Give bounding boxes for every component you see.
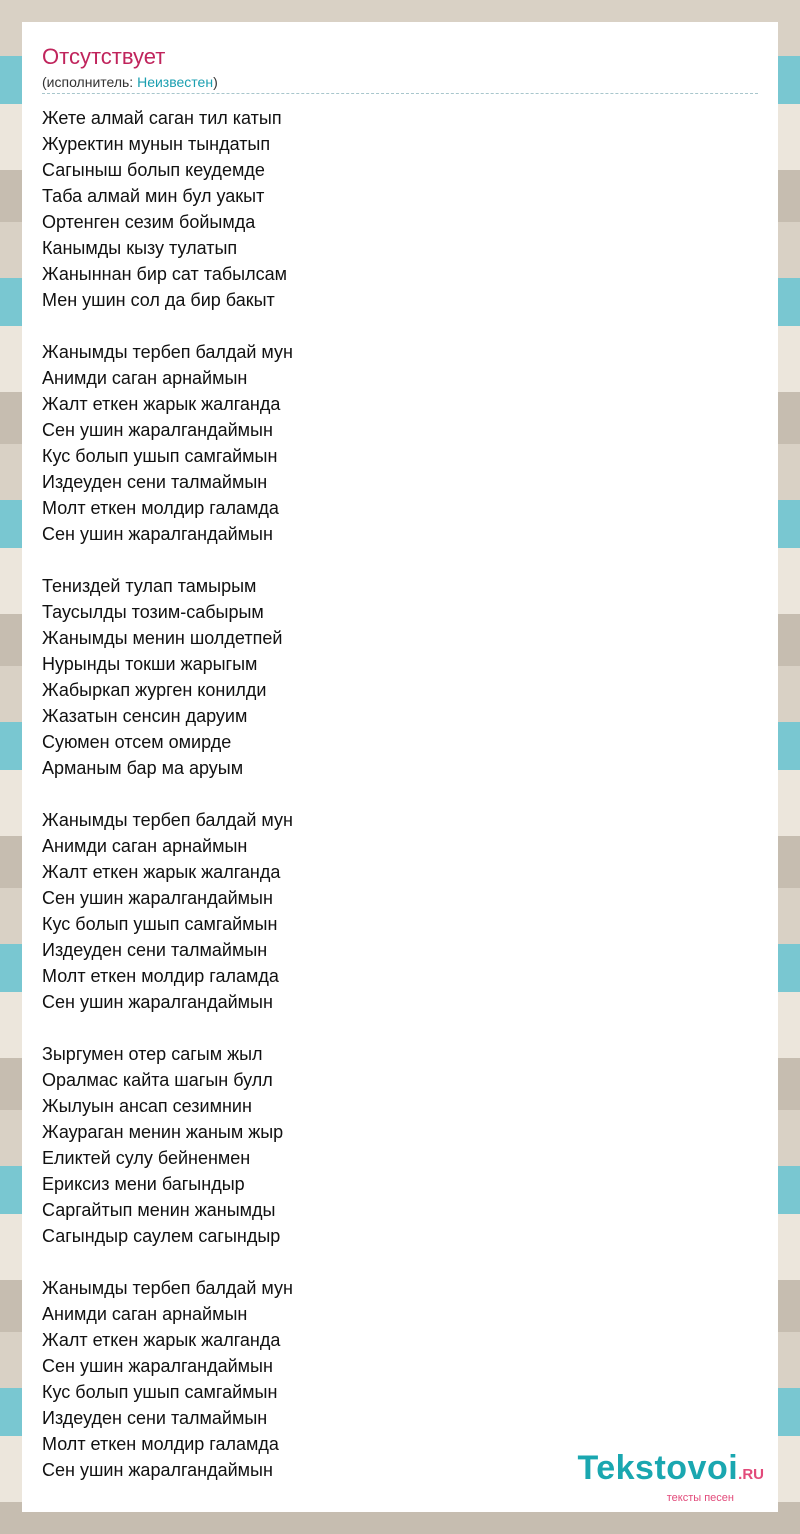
lyric-line: Жазатын сенсин даруим: [42, 706, 248, 726]
logo-main-text: Tekstovoi: [577, 1449, 739, 1487]
lyrics-text: [42, 105, 742, 1509]
lyric-line: Сен ушин жаралгандаймын: [42, 524, 273, 544]
lyric-line: Журектин мунын тындатып: [42, 134, 271, 154]
lyric-line: Ортенген сезим бойымда: [42, 212, 256, 232]
lyric-line: Сен ушин жаралгандаймын: [42, 888, 273, 908]
stanza: [42, 807, 742, 1015]
lyric-line: Молт еткен молдир галамда: [42, 1434, 279, 1454]
artist-line: [42, 73, 758, 94]
artist-prefix: (исполнитель:: [42, 74, 138, 90]
lyric-line: Жалт еткен жарык жалганда: [42, 862, 281, 882]
lyric-line: Арманым бар ма аруым: [42, 758, 244, 778]
lyric-line: Жанымды менин шолдетпей: [42, 628, 283, 648]
lyric-line: Сен ушин жаралгандаймын: [42, 1460, 273, 1480]
lyric-line: Сагыныш болып кеудемде: [42, 160, 265, 180]
lyric-line: Саргайтып менин жанымды: [42, 1200, 276, 1220]
lyric-line: Жалт еткен жарык жалганда: [42, 1330, 281, 1350]
lyric-line: Жанымды тербеп балдай мун: [42, 1278, 293, 1298]
lyric-line: Тениздей тулап тамырым: [42, 576, 257, 596]
stanza: [42, 1041, 742, 1249]
artist-suffix: ): [213, 74, 218, 90]
lyrics-card: [22, 22, 778, 1512]
lyric-line: Еликтей сулу бейненмен: [42, 1148, 251, 1168]
lyric-line: Канымды кызу тулатып: [42, 238, 238, 258]
lyric-line: Издеуден сени талмаймын: [42, 1408, 268, 1428]
lyric-line: Жалт еткен жарык жалганда: [42, 394, 281, 414]
logo-subtitle: тексты песен: [666, 1492, 734, 1504]
lyric-line: Нурынды токши жарыгым: [42, 654, 258, 674]
logo-tld: .RU: [738, 1466, 764, 1483]
lyric-line: Кус болып ушып самгаймын: [42, 446, 278, 466]
lyric-line: Оралмас кайта шагын булл: [42, 1070, 273, 1090]
stanza: [42, 339, 742, 547]
lyric-line: Мен ушин сол да бир бакыт: [42, 290, 275, 310]
lyric-line: Сен ушин жаралгандаймын: [42, 1356, 273, 1376]
lyric-line: Жылуын ансап сезимнин: [42, 1096, 252, 1116]
lyric-line: Жанымды тербеп балдай мун: [42, 810, 293, 830]
stanza: [42, 573, 742, 781]
lyric-line: Кус болып ушып самгаймын: [42, 1382, 278, 1402]
lyric-line: Сагындыр саулем сагындыр: [42, 1226, 281, 1246]
lyric-line: Ериксиз мени багындыр: [42, 1174, 245, 1194]
lyric-line: Жабыркап журген конилди: [42, 680, 267, 700]
lyric-line: Кус болып ушып самгаймын: [42, 914, 278, 934]
lyric-line: Жаныннан бир сат табылсам: [42, 264, 287, 284]
lyric-line: Сен ушин жаралгандаймын: [42, 420, 273, 440]
lyric-line: Жете алмай саган тил катып: [42, 108, 282, 128]
song-title: Отсутствует: [42, 44, 166, 69]
lyric-line: Сен ушин жаралгандаймын: [42, 992, 273, 1012]
logo-wordmark: [577, 1451, 764, 1492]
lyric-line: Жаураган менин жаным жыр: [42, 1122, 284, 1142]
lyric-line: Суюмен отсем омирде: [42, 732, 232, 752]
site-logo[interactable]: [577, 1451, 764, 1504]
lyric-line: Анимди саган арнаймын: [42, 836, 248, 856]
lyric-line: Анимди саган арнаймын: [42, 368, 248, 388]
lyric-line: Молт еткен молдир галамда: [42, 498, 279, 518]
artist-link[interactable]: Неизвестен: [137, 74, 214, 90]
lyric-line: Издеуден сени талмаймын: [42, 940, 268, 960]
stanza: [42, 105, 742, 313]
lyric-line: Издеуден сени талмаймын: [42, 472, 268, 492]
lyric-line: Зыргумен отер сагым жыл: [42, 1044, 263, 1064]
lyric-line: Анимди саган арнаймын: [42, 1304, 248, 1324]
lyric-line: Таба алмай мин бул уакыт: [42, 186, 265, 206]
lyric-line: Таусылды тозим-сабырым: [42, 602, 264, 622]
lyric-line: Молт еткен молдир галамда: [42, 966, 279, 986]
lyric-line: Жанымды тербеп балдай мун: [42, 342, 293, 362]
